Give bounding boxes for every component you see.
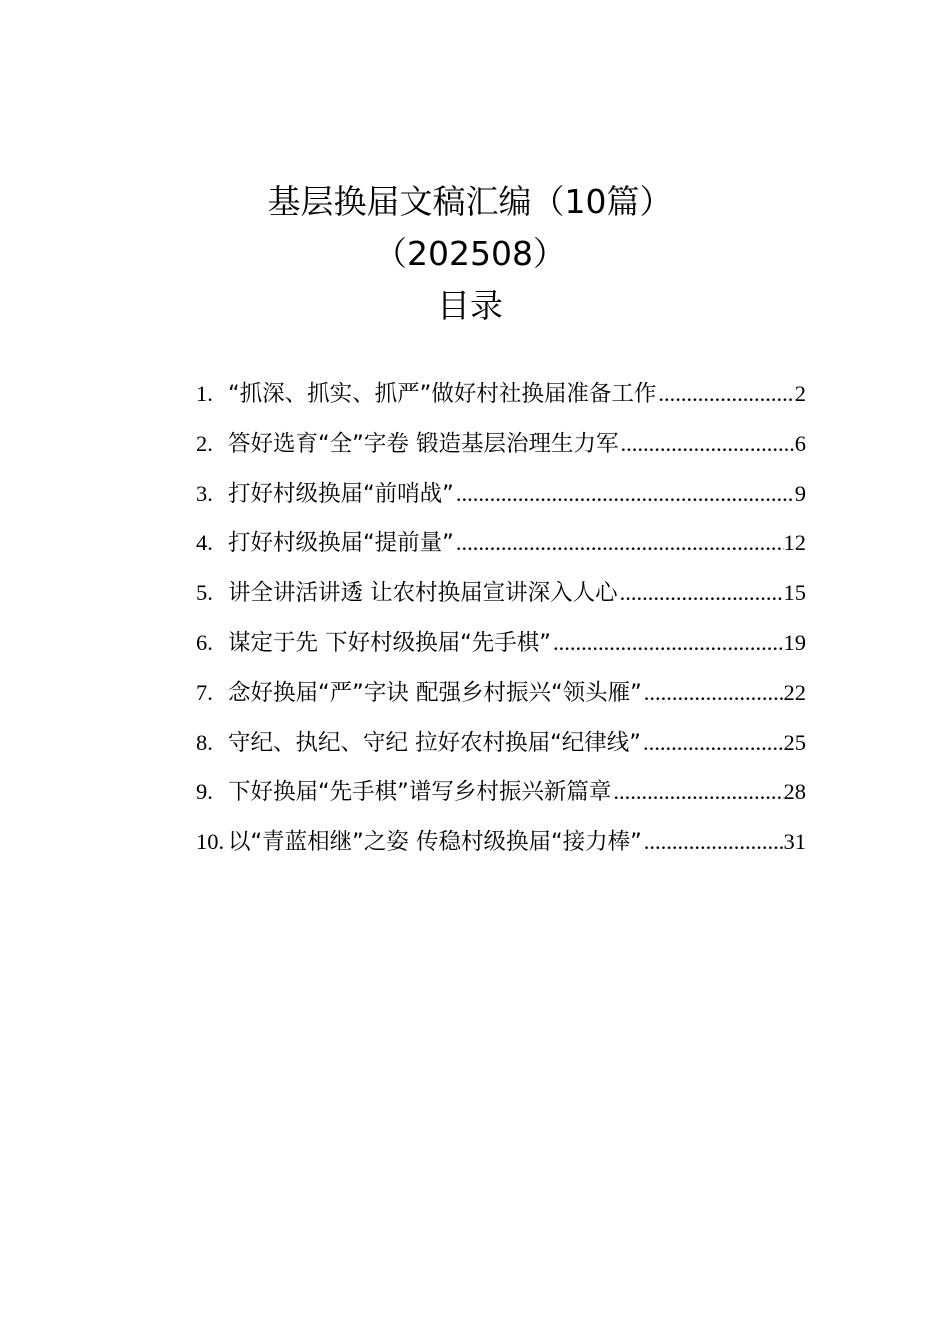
toc-leader-dots xyxy=(644,829,784,855)
toc-entry-page: 12 xyxy=(783,530,806,556)
toc-entry[interactable] xyxy=(196,426,806,476)
toc-entry-number: 5. xyxy=(196,580,213,606)
toc-entry[interactable] xyxy=(196,376,806,426)
toc-leader-dots xyxy=(613,779,783,805)
toc-entry-page: 25 xyxy=(783,729,806,755)
toc-leader-dots xyxy=(456,481,795,507)
toc-entry-title: 打好村级换届“提前量” xyxy=(228,530,454,557)
toc-entry-title: 以“青蓝相继”之姿 传稳村级换届“接力棒” xyxy=(228,829,642,856)
toc-entry-number: 6. xyxy=(196,629,213,655)
toc-leader-dots xyxy=(553,630,784,656)
document-date: （202508） xyxy=(374,234,566,273)
toc-entry-title: 守纪、执纪、守纪 拉好农村换届“纪律线” xyxy=(228,729,641,756)
toc-entry-page: 6 xyxy=(794,430,806,456)
toc-entry-number: 9. xyxy=(196,779,213,805)
toc-entry-page: 28 xyxy=(783,779,806,805)
toc-entry[interactable] xyxy=(196,625,806,675)
toc-entry-title: 讲全讲活讲透 让农村换届宣讲深入人心 xyxy=(228,580,618,607)
toc-entry-title: 打好村级换届“前哨战” xyxy=(228,480,454,507)
toc-entry-page: 19 xyxy=(783,629,806,655)
toc-entry[interactable] xyxy=(196,725,806,775)
toc-entry[interactable] xyxy=(196,675,806,725)
toc-entry-title: 答好选育“全”字卷 锻造基层治理生力军 xyxy=(228,430,619,457)
document-title: 基层换届文稿汇编（10篇） xyxy=(267,182,673,221)
toc-entry-page: 31 xyxy=(783,829,806,855)
toc-entry[interactable] xyxy=(196,774,806,824)
toc-leader-dots xyxy=(644,680,784,706)
table-of-contents xyxy=(196,376,806,874)
toc-entry[interactable] xyxy=(196,476,806,526)
toc-entry-title: 谋定于先 下好村级换届“先手棋” xyxy=(228,629,551,656)
toc-entry-page: 15 xyxy=(783,580,806,606)
toc-entry-number: 7. xyxy=(196,679,213,705)
toc-heading: 目录 xyxy=(437,286,503,325)
toc-leader-dots xyxy=(658,381,794,407)
toc-entry-number: 10. xyxy=(196,829,225,855)
toc-entry-number: 3. xyxy=(196,480,213,506)
toc-entry-title: “抓深、抓实、抓严”做好村社换届准备工作 xyxy=(228,381,657,407)
toc-entry[interactable] xyxy=(196,824,806,874)
toc-entry-title: 念好换届“严”字诀 配强乡村振兴“领头雁” xyxy=(228,679,642,706)
toc-entry[interactable] xyxy=(196,525,806,575)
toc-entry-number: 4. xyxy=(196,530,213,556)
document-header xyxy=(0,176,940,332)
toc-entry-number: 2. xyxy=(196,430,213,456)
toc-entry-number: 1. xyxy=(196,381,213,406)
toc-entry[interactable] xyxy=(196,575,806,625)
toc-leader-dots xyxy=(620,580,784,606)
toc-leader-dots xyxy=(643,730,784,756)
toc-leader-dots xyxy=(456,530,784,556)
toc-entry-page: 9 xyxy=(794,480,806,506)
toc-leader-dots xyxy=(620,431,794,457)
toc-entry-page: 22 xyxy=(783,679,806,705)
toc-entry-page: 2 xyxy=(794,381,806,406)
toc-entry-number: 8. xyxy=(196,729,213,755)
toc-entry-title: 下好换届“先手棋”谱写乡村振兴新篇章 xyxy=(228,779,612,806)
